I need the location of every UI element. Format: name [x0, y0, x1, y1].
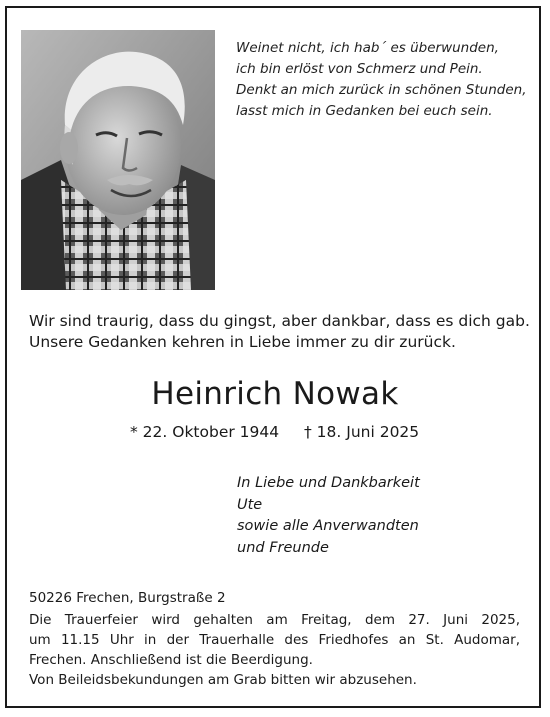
intro-text — [29, 311, 529, 353]
signoff-line: Ute — [237, 496, 263, 513]
poem-line: ich bin erlöst von Schmerz und Pein. — [236, 61, 483, 77]
poem-line: lasst mich in Gedanken bei euch sein. — [236, 103, 493, 119]
details-line: Frechen. Anschließend ist die Beerdigung. — [29, 652, 313, 668]
details-line: Die Trauerfeier wird gehalten am Freitag, dem 27. Juni 2025, — [29, 612, 520, 628]
portrait-photo — [21, 30, 215, 290]
details-line: Von Beileidsbekundungen am Grab bitten wir abzusehen. — [29, 672, 417, 688]
funeral-details — [29, 610, 520, 690]
death-date: † 18. Juni 2025 — [304, 423, 420, 441]
details-line: um 11.15 Uhr in der Trauerhalle des Friedhofes an St. Audomar, — [29, 632, 520, 648]
life-dates — [130, 422, 420, 443]
family-address: 50226 Frechen, Burgstraße 2 — [29, 590, 226, 606]
poem-line: Denkt an mich zurück in schönen Stunden, — [236, 82, 527, 98]
birth-date: * 22. Oktober 1944 — [130, 423, 280, 441]
deceased-name: Heinrich Nowak — [151, 376, 399, 412]
poem-line: Weinet nicht, ich hab´ es überwunden, — [236, 40, 499, 56]
memorial-poem — [236, 38, 536, 122]
signoff-line: sowie alle Anverwandten — [237, 518, 419, 534]
intro-line: Unsere Gedanken kehren in Liebe immer zu dir zurück. — [29, 333, 456, 351]
signoff-line: In Liebe und Dankbarkeit — [237, 475, 420, 491]
signoff-line: und Freunde — [237, 539, 329, 556]
intro-line: Wir sind traurig, dass du gingst, aber dankbar, dass es dich gab. — [29, 312, 530, 330]
portrait-image — [21, 30, 215, 290]
mourners-signoff — [237, 473, 527, 559]
